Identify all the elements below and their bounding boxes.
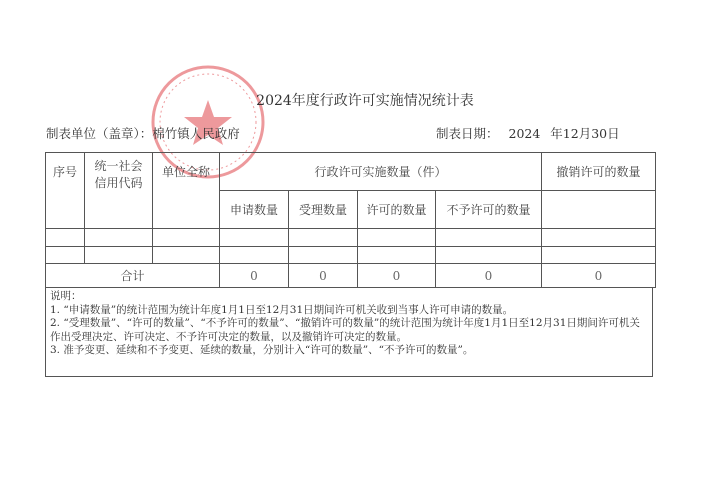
cell	[358, 229, 436, 247]
total-denied: 0	[436, 264, 542, 288]
total-granted: 0	[358, 264, 436, 288]
cell	[542, 229, 656, 247]
cell	[153, 247, 220, 264]
note-item: 2. “受理数量”、“许可的数量”、“不予许可的数量”、“撤销许可的数量”的统计范围为统计年度1月1日至12月31日期间许可机关作出受理决定、许可决定、不予许可决定的数量，以及撤销许可决定的数量。	[50, 317, 640, 343]
document-title: 2024年度行政许可实施情况统计表	[256, 93, 474, 109]
cell	[153, 229, 220, 247]
total-label: 合计	[46, 264, 220, 288]
unit-label: 制表单位（盖章）：	[46, 126, 153, 141]
header-credit-code	[85, 153, 153, 229]
header-unit-full-name: 单位全称	[153, 153, 220, 229]
header-denied: 不予许可的数量	[436, 191, 542, 229]
cell	[358, 247, 436, 264]
cell	[289, 247, 358, 264]
date-year: 2024	[508, 126, 541, 141]
total-revoke: 0	[542, 264, 656, 288]
cell	[85, 247, 153, 264]
header-apply: 申请数量	[220, 191, 289, 229]
table-row	[46, 229, 656, 247]
header-accept: 受理数量	[289, 191, 358, 229]
notes-heading: 说明：	[50, 290, 82, 302]
header-revoke-empty	[542, 191, 656, 229]
cell	[289, 229, 358, 247]
total-apply: 0	[220, 264, 289, 288]
notes-box	[45, 287, 653, 377]
note-item: 1. “申请数量”的统计范围为统计年度1月1日至12月31日期间许可机关收到当事人许可申请的数量。	[50, 303, 514, 316]
table-row	[46, 247, 656, 264]
total-row	[46, 264, 656, 288]
cell	[46, 229, 85, 247]
date-line	[436, 124, 620, 142]
note-item: 3. 准予变更、延续和不予变更、延续的数量，分别计入“许可的数量”、“不予许可的数量”。	[50, 344, 474, 356]
header-implement-count: 行政许可实施数量（件）	[220, 153, 542, 191]
cell	[220, 229, 289, 247]
cell	[85, 229, 153, 247]
cell	[542, 247, 656, 264]
total-accept: 0	[289, 264, 358, 288]
header-seq: 序号	[46, 153, 85, 229]
cell	[220, 247, 289, 264]
date-label: 制表日期：	[436, 126, 499, 141]
date-rest: 年12月30日	[550, 126, 620, 141]
stats-table	[45, 152, 656, 288]
header-credit-code-text: 统一社会信用代码	[94, 159, 143, 190]
unit-line	[46, 124, 240, 142]
cell	[436, 229, 542, 247]
header-revoke-count: 撤销许可的数量	[542, 153, 656, 191]
cell	[436, 247, 542, 264]
unit-name: 棉竹镇人民政府	[152, 126, 240, 141]
header-granted: 许可的数量	[358, 191, 436, 229]
cell	[46, 247, 85, 264]
